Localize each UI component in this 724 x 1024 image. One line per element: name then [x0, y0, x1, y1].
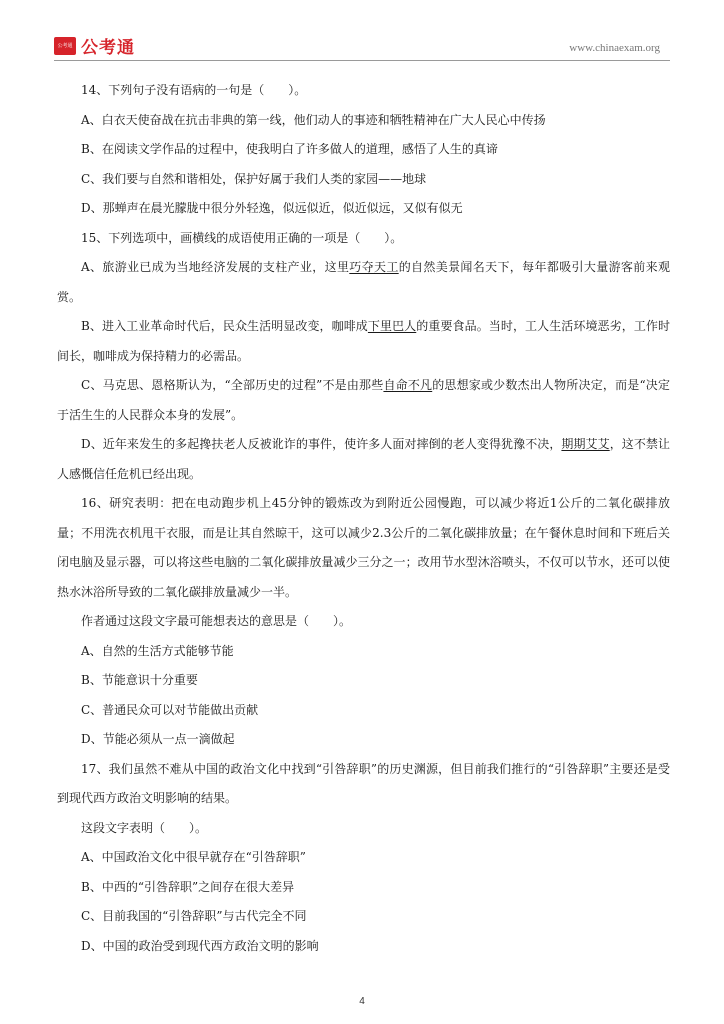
underlined-idiom: 期期艾艾	[561, 437, 610, 451]
option-text: 的思想家或少数杰出人物所决定，而是“决定于活生生的人民群众本身的发展”。	[57, 378, 670, 422]
underlined-idiom: 巧夺天工	[349, 260, 399, 274]
underlined-idiom: 自命不凡	[383, 378, 433, 392]
logo-text: 公考通	[81, 38, 135, 58]
question-17-stem: 这段文字表明（ ）。	[81, 820, 208, 835]
option-text: C、马克思、恩格斯认为，“全部历史的过程”不是由那些	[81, 378, 384, 392]
question-14-stem: 14、下列句子没有语病的一句是（ ）。	[81, 83, 307, 97]
question-15-option-b	[57, 312, 670, 371]
question-15-option-a	[57, 253, 670, 312]
question-16-stem: 作者通过这段文字最可能想表达的意思是（ ）。	[81, 614, 352, 628]
question-16-option-b: B、节能意识十分重要	[81, 673, 198, 687]
question-17-option-a: A、中国政治文化中很早就存在“引咎辞职”	[81, 850, 306, 864]
question-14-option-d: D、那蝉声在晨光朦胧中很分外轻逸，似远似近，似近似远，又似有似无	[81, 201, 463, 215]
question-17-option-c: C、目前我国的“引咎辞职”与古代完全不同	[81, 909, 307, 923]
question-16-option-d: D、节能必须从一点一滴做起	[81, 732, 235, 746]
logo-mark-icon: 公考通	[54, 37, 76, 55]
option-text: B、进入工业革命时代后，民众生活明显改变，咖啡成	[81, 319, 368, 333]
header-divider	[54, 60, 670, 61]
brand-logo[interactable]	[54, 33, 135, 58]
question-15-option-c	[57, 371, 670, 430]
question-15-option-d	[57, 430, 670, 489]
question-17-passage: 17、我们虽然不难从中国的政治文化中找到“引咎辞职”的历史渊源，但目前我们推行的“引咎辞职”主要还是受到现代西方政治文明影响的结果。	[57, 761, 670, 805]
option-text: 的自然美景闻名天下，每年都吸引大量游客前来观赏。	[57, 260, 670, 304]
page-header	[0, 0, 724, 62]
question-16-passage: 16、研究表明：把在电动跑步机上45分钟的锻炼改为到附近公园慢跑，可以减少将近1公斤的二氧化碳排放量；不用洗衣机甩干衣服，而是让其自然晾干，这可以减少2.3公斤的二氧化碳排放量；在午餐休息时间和下班后关闭电脑及显示器，可以将这些电脑的二氧化碳排放量减少三分之一；改用节水型沐浴喷头，不仅可以节水，还可以使热水沐浴所导致的二氧化碳排放量减少一半。	[57, 496, 670, 599]
option-text: A、旅游业已成为当地经济发展的支柱产业，这里	[81, 260, 350, 274]
page-number: 4	[359, 996, 365, 1007]
question-16-option-c: C、普通民众可以对节能做出贡献	[81, 702, 259, 717]
question-14-option-b: B、在阅读文学作品的过程中，使我明白了许多做人的道理，感悟了人生的真谛	[81, 142, 498, 156]
option-text: D、近年来发生的多起搀扶老人反被讹诈的事件，使许多人面对摔倒的老人变得犹豫不决，	[81, 437, 562, 451]
option-text: ，这不禁让人感慨信任危机已经出现。	[57, 437, 670, 481]
question-17-option-b: B、中西的“引咎辞职”之间存在很大差异	[81, 879, 295, 894]
option-text: 的重要食品。当时，工人生活环境恶劣，工作时间长，咖啡成为保持精力的必需品。	[57, 319, 670, 363]
document-body	[57, 76, 670, 961]
site-url[interactable]: www.chinaexam.org	[569, 42, 660, 54]
question-15-stem: 15、下列选项中，画横线的成语使用正确的一项是（ ）。	[81, 230, 403, 245]
underlined-idiom: 下里巴人	[367, 319, 417, 333]
question-14-option-c: C、我们要与自然和谐相处，保护好属于我们人类的家园——地球	[81, 171, 427, 186]
question-17-option-d: D、中国的政治受到现代西方政治文明的影响	[81, 938, 319, 953]
question-16-option-a: A、自然的生活方式能够节能	[81, 643, 234, 658]
question-14-option-a: A、白衣天使奋战在抗击非典的第一线，他们动人的事迹和牺牲精神在广大人民心中传扬	[81, 112, 546, 127]
